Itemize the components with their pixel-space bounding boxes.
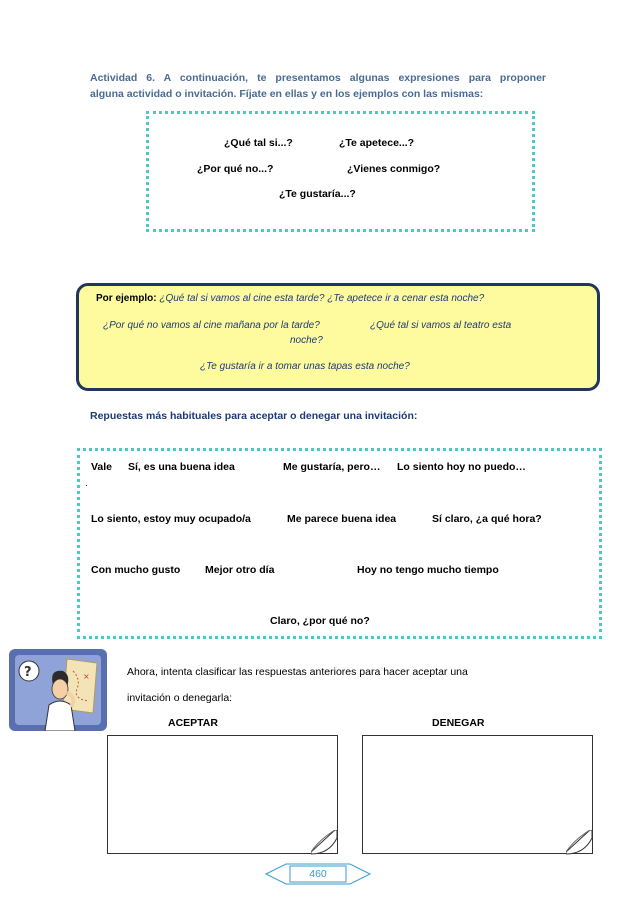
response-1: Vale [91,461,113,473]
response-4: Lo siento hoy no puedo… [397,461,526,473]
intro-line-2: alguna actividad o invitación. Fíjate en ellas y en los ejemplos con las mismas: [90,88,484,100]
accept-heading: ACEPTAR [168,717,218,729]
example-line-1 [96,293,484,304]
example-text-3: noche? [290,335,323,346]
intro-line-1: Actividad 6. A continuación, te presentamos algunas expresiones para proponer [90,72,546,84]
page-number-badge [264,862,372,886]
response-5: Lo siento, estoy muy ocupado/a [91,513,251,525]
response-10: Hoy no tengo mucho tiempo [357,564,499,576]
instruction-line-1: Ahora, intenta clasificar las respuestas anteriores para hacer aceptar una [127,666,468,678]
responses-box [77,448,602,639]
expression-2: ¿Te apetece...? [339,137,415,149]
response-7: Sí claro, ¿a qué hora? [432,513,542,525]
page-curl-icon [566,830,594,856]
response-6: Me parece buena idea [287,513,397,525]
expressions-box [146,111,535,232]
expression-1: ¿Qué tal si...? [224,137,293,149]
response-8: Con mucho gusto [91,564,181,576]
response-9: Mejor otro día [205,564,275,576]
accept-answer-box[interactable] [107,735,338,854]
activity-instructions [90,70,546,102]
map-x-mark: × [83,672,90,681]
page-curl-icon [311,830,339,856]
example-text-4: ¿Te gustaría ir a tomar unas tapas esta noche? [200,361,410,372]
instruction-line-2: invitación o denegarla: [127,692,233,704]
response-3: Me gustaría, pero… [283,461,381,473]
example-text-2a: ¿Por qué no vamos al cine mañana por la tarde? [103,320,320,331]
page-number: 460 [309,868,327,880]
example-text-1: ¿Qué tal si vamos al cine esta tarde? ¿Te apetece ir a cenar esta noche? [159,293,485,304]
example-label: Por ejemplo: [96,293,157,304]
deny-answer-box[interactable] [362,735,593,854]
expression-4: ¿Vienes conmigo? [347,163,441,175]
thinking-person-illustration [9,649,107,731]
response-2: Sí, es una buena idea [128,461,235,473]
stray-dot: . [85,478,88,489]
response-11: Claro, ¿por qué no? [270,615,370,627]
example-box [76,283,600,391]
responses-heading: Repuestas más habituales para aceptar o denegar una invitación: [90,410,418,422]
person-face [52,679,68,699]
expression-5: ¿Te gustaría...? [279,188,356,200]
expression-3: ¿Por qué no...? [197,163,274,175]
question-mark-icon: ? [24,665,32,680]
deny-heading: DENEGAR [432,717,485,729]
example-text-2b: ¿Qué tal si vamos al teatro esta [370,320,512,331]
